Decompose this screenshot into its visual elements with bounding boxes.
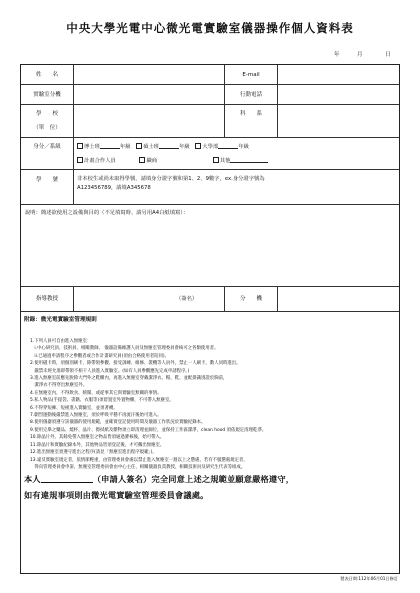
email-label: E-mail bbox=[242, 72, 260, 78]
date-month: 月 bbox=[357, 52, 363, 58]
agreement-statement bbox=[24, 471, 384, 503]
phd-checkbox[interactable] bbox=[77, 143, 83, 149]
rules-header: 附錄：微光電實驗室管理規則 bbox=[24, 317, 97, 323]
rule-item: 3.進入無塵室前應先脫除大門外之鞋櫃內，再進入無塵室穿戴潔淨衣、帽、鞋、並配掛識別證於胸前， bbox=[30, 376, 228, 382]
school-label: 學 校 bbox=[35, 111, 58, 117]
mobile-field[interactable] bbox=[278, 86, 398, 104]
name-label: 姓 名 bbox=[35, 72, 58, 78]
student-id-note-line2: A123456789，請填A345678 bbox=[77, 185, 151, 191]
agreement-line1 bbox=[24, 471, 384, 487]
identity-label: 身分／系級 bbox=[33, 144, 61, 150]
applicant-signature-blank[interactable] bbox=[41, 482, 93, 483]
staff-label: 職商 bbox=[146, 158, 158, 164]
phd-grade-blank[interactable] bbox=[100, 148, 120, 149]
rule-item: 5.私人物品(手提袋、書籍、衣服等)須留置室外置物櫃，不可帶入無塵室。 bbox=[30, 398, 174, 404]
revision-date: 製表日期:112年06月01日修訂 bbox=[340, 576, 398, 581]
unit-label: （單 位） bbox=[33, 125, 61, 131]
bachelor-grade-blank[interactable] bbox=[218, 148, 238, 149]
rules-list bbox=[30, 338, 380, 471]
phd-label: 博士班 bbox=[84, 144, 100, 150]
master-grade-label: 年級 bbox=[179, 144, 190, 150]
row-advisor bbox=[21, 287, 399, 312]
rule-item: 10.除晶片外，其餘免帶入無塵室之物品皆須通過審核後，始可帶入。 bbox=[30, 435, 165, 441]
coop-label: 計畫合作人員 bbox=[84, 158, 116, 164]
rule-item: 7.劇烈運動後嚴禁進入無塵室，須於呼吸平穩不再流汗後始可進入。 bbox=[30, 413, 162, 419]
applicant-sign-label: （申請人簽名） bbox=[92, 474, 152, 484]
row-name-email bbox=[21, 65, 399, 85]
master-grade-blank[interactable] bbox=[159, 148, 179, 149]
advisor-ext-field[interactable] bbox=[278, 288, 398, 311]
advisor-sign-field[interactable] bbox=[74, 288, 223, 311]
other-label: 其他 bbox=[219, 158, 231, 164]
dept-label: 科 系 bbox=[239, 111, 262, 117]
rule-item: 12.進出無塵室須遵守進出之程序(請見「無塵室進出程序規範」)。 bbox=[30, 450, 157, 456]
page-title: 中央大學光電中心微光電實驗室儀器操作個人資料表 bbox=[66, 21, 354, 35]
advisor-sign-label: （簽名） bbox=[176, 296, 198, 302]
date-day: 日 bbox=[385, 52, 391, 58]
rule-item: 11.除晶片和實驗紀錄本外，其他物品皆須登記後，才可攜出無塵室。 bbox=[30, 442, 165, 448]
other-checkbox[interactable] bbox=[213, 157, 219, 163]
student-id-label: 學 號 bbox=[35, 177, 58, 183]
rule-item: ii.已通過申請程序之參觀者或合作計畫研究員(須由合格使用者陪同)。 bbox=[30, 353, 169, 359]
email-field[interactable] bbox=[278, 66, 398, 84]
rule-item: 潔淨衣不得穿出無塵室外。 bbox=[30, 383, 88, 389]
school-field[interactable] bbox=[74, 106, 223, 137]
agreement-prefix: 本人 bbox=[24, 474, 41, 484]
advisor-label: 指導教授 bbox=[35, 296, 58, 302]
student-id-note[interactable] bbox=[77, 175, 397, 192]
row-identity bbox=[21, 138, 399, 170]
rule-item: 6.不得穿短褲、短裙進入實驗室，並須著襪。 bbox=[30, 405, 118, 411]
date-year: 年 bbox=[334, 52, 340, 58]
row-student-id bbox=[21, 170, 399, 205]
other-blank[interactable] bbox=[230, 162, 268, 163]
name-field[interactable] bbox=[74, 66, 223, 84]
dept-field[interactable] bbox=[278, 106, 398, 137]
bachelor-label: 大學部 bbox=[202, 144, 219, 150]
lab-ext-field[interactable] bbox=[74, 86, 223, 104]
master-checkbox[interactable] bbox=[136, 143, 142, 149]
phd-grade-label: 年級 bbox=[119, 144, 131, 150]
lab-ext-label: 實驗室分機 bbox=[33, 92, 61, 98]
rule-item: 1.下列人員可自由進入無塵室： bbox=[30, 339, 92, 344]
rule-item: 得向管理委員會申訴，無塵室管理委員會由中心主任、相關儀器負責教授、相關技術員及研究生代表等組成。 bbox=[30, 464, 246, 470]
rule-item: 8.使用儀器須遵守該儀器的使用規範，並確實登記使用時間及儀器工作狀況於實驗紀錄本。 bbox=[30, 420, 206, 426]
rule-item: 13.違反實驗室規定者，依情節輕重，由管理委員會處以禁止進入無塵室一週以上之懲處，若有不服懲處規定者， bbox=[30, 457, 248, 463]
bachelor-grade-label: 年級 bbox=[238, 144, 249, 150]
rule-item: 2.使用磁卡時，須個別刷卡，除帶領參觀、接受訓練、維修、裝機等人員外，禁止一人刷卡，數人同時進出。 bbox=[30, 361, 241, 367]
coop-checkbox[interactable] bbox=[77, 157, 83, 163]
purpose-label: 說明：簡述欲使用之設備與目的（不足填寫時、請另用A4白紙填寫）： bbox=[25, 210, 189, 216]
purpose-field[interactable] bbox=[23, 219, 397, 285]
rule-item: 4.在無塵室內，不得飲食、嬉閙、或從事其它與實驗室無關的事情。 bbox=[30, 390, 162, 396]
advisor-ext-label: 分 機 bbox=[239, 296, 262, 302]
rule-item: 嚴禁未經允准即帶領不相干人員進入實驗室。(如有人員參觀應先完成申請程序。) bbox=[30, 368, 190, 374]
master-label: 碩士班 bbox=[143, 144, 160, 150]
row-school-dept bbox=[21, 105, 399, 138]
identity-line2 bbox=[77, 157, 268, 165]
student-id-note-line1: 非本校生或尚未取得學號，請填身分證字號和第1、2、9數字，ex.身分證字號為 bbox=[77, 176, 265, 182]
rule-item: i.中心研究員、技術員、相關教師、 儀器設備維護人員及無塵室管理委員會核可之各類使用者。 bbox=[30, 346, 219, 352]
mobile-label: 行動電話 bbox=[239, 92, 262, 98]
row-purpose bbox=[21, 205, 399, 287]
row-lab-mobile bbox=[21, 85, 399, 105]
rule-item: 9.使用完畢之藥品、燒杯、晶片、擦拭紙及雜物須立即清理並歸位，並保持工作區潔淨，clean hood 須依規定清理乾淨。 bbox=[30, 427, 267, 433]
staff-checkbox[interactable] bbox=[139, 157, 145, 163]
bachelor-checkbox[interactable] bbox=[195, 143, 201, 149]
agreement-line2: 如有違規事項則由微光電實驗室管理委員會議處。 bbox=[24, 490, 209, 500]
identity-line1 bbox=[77, 143, 249, 151]
agreement-text1: 完全同意上述之規範並願意嚴格遵守， bbox=[151, 474, 295, 484]
